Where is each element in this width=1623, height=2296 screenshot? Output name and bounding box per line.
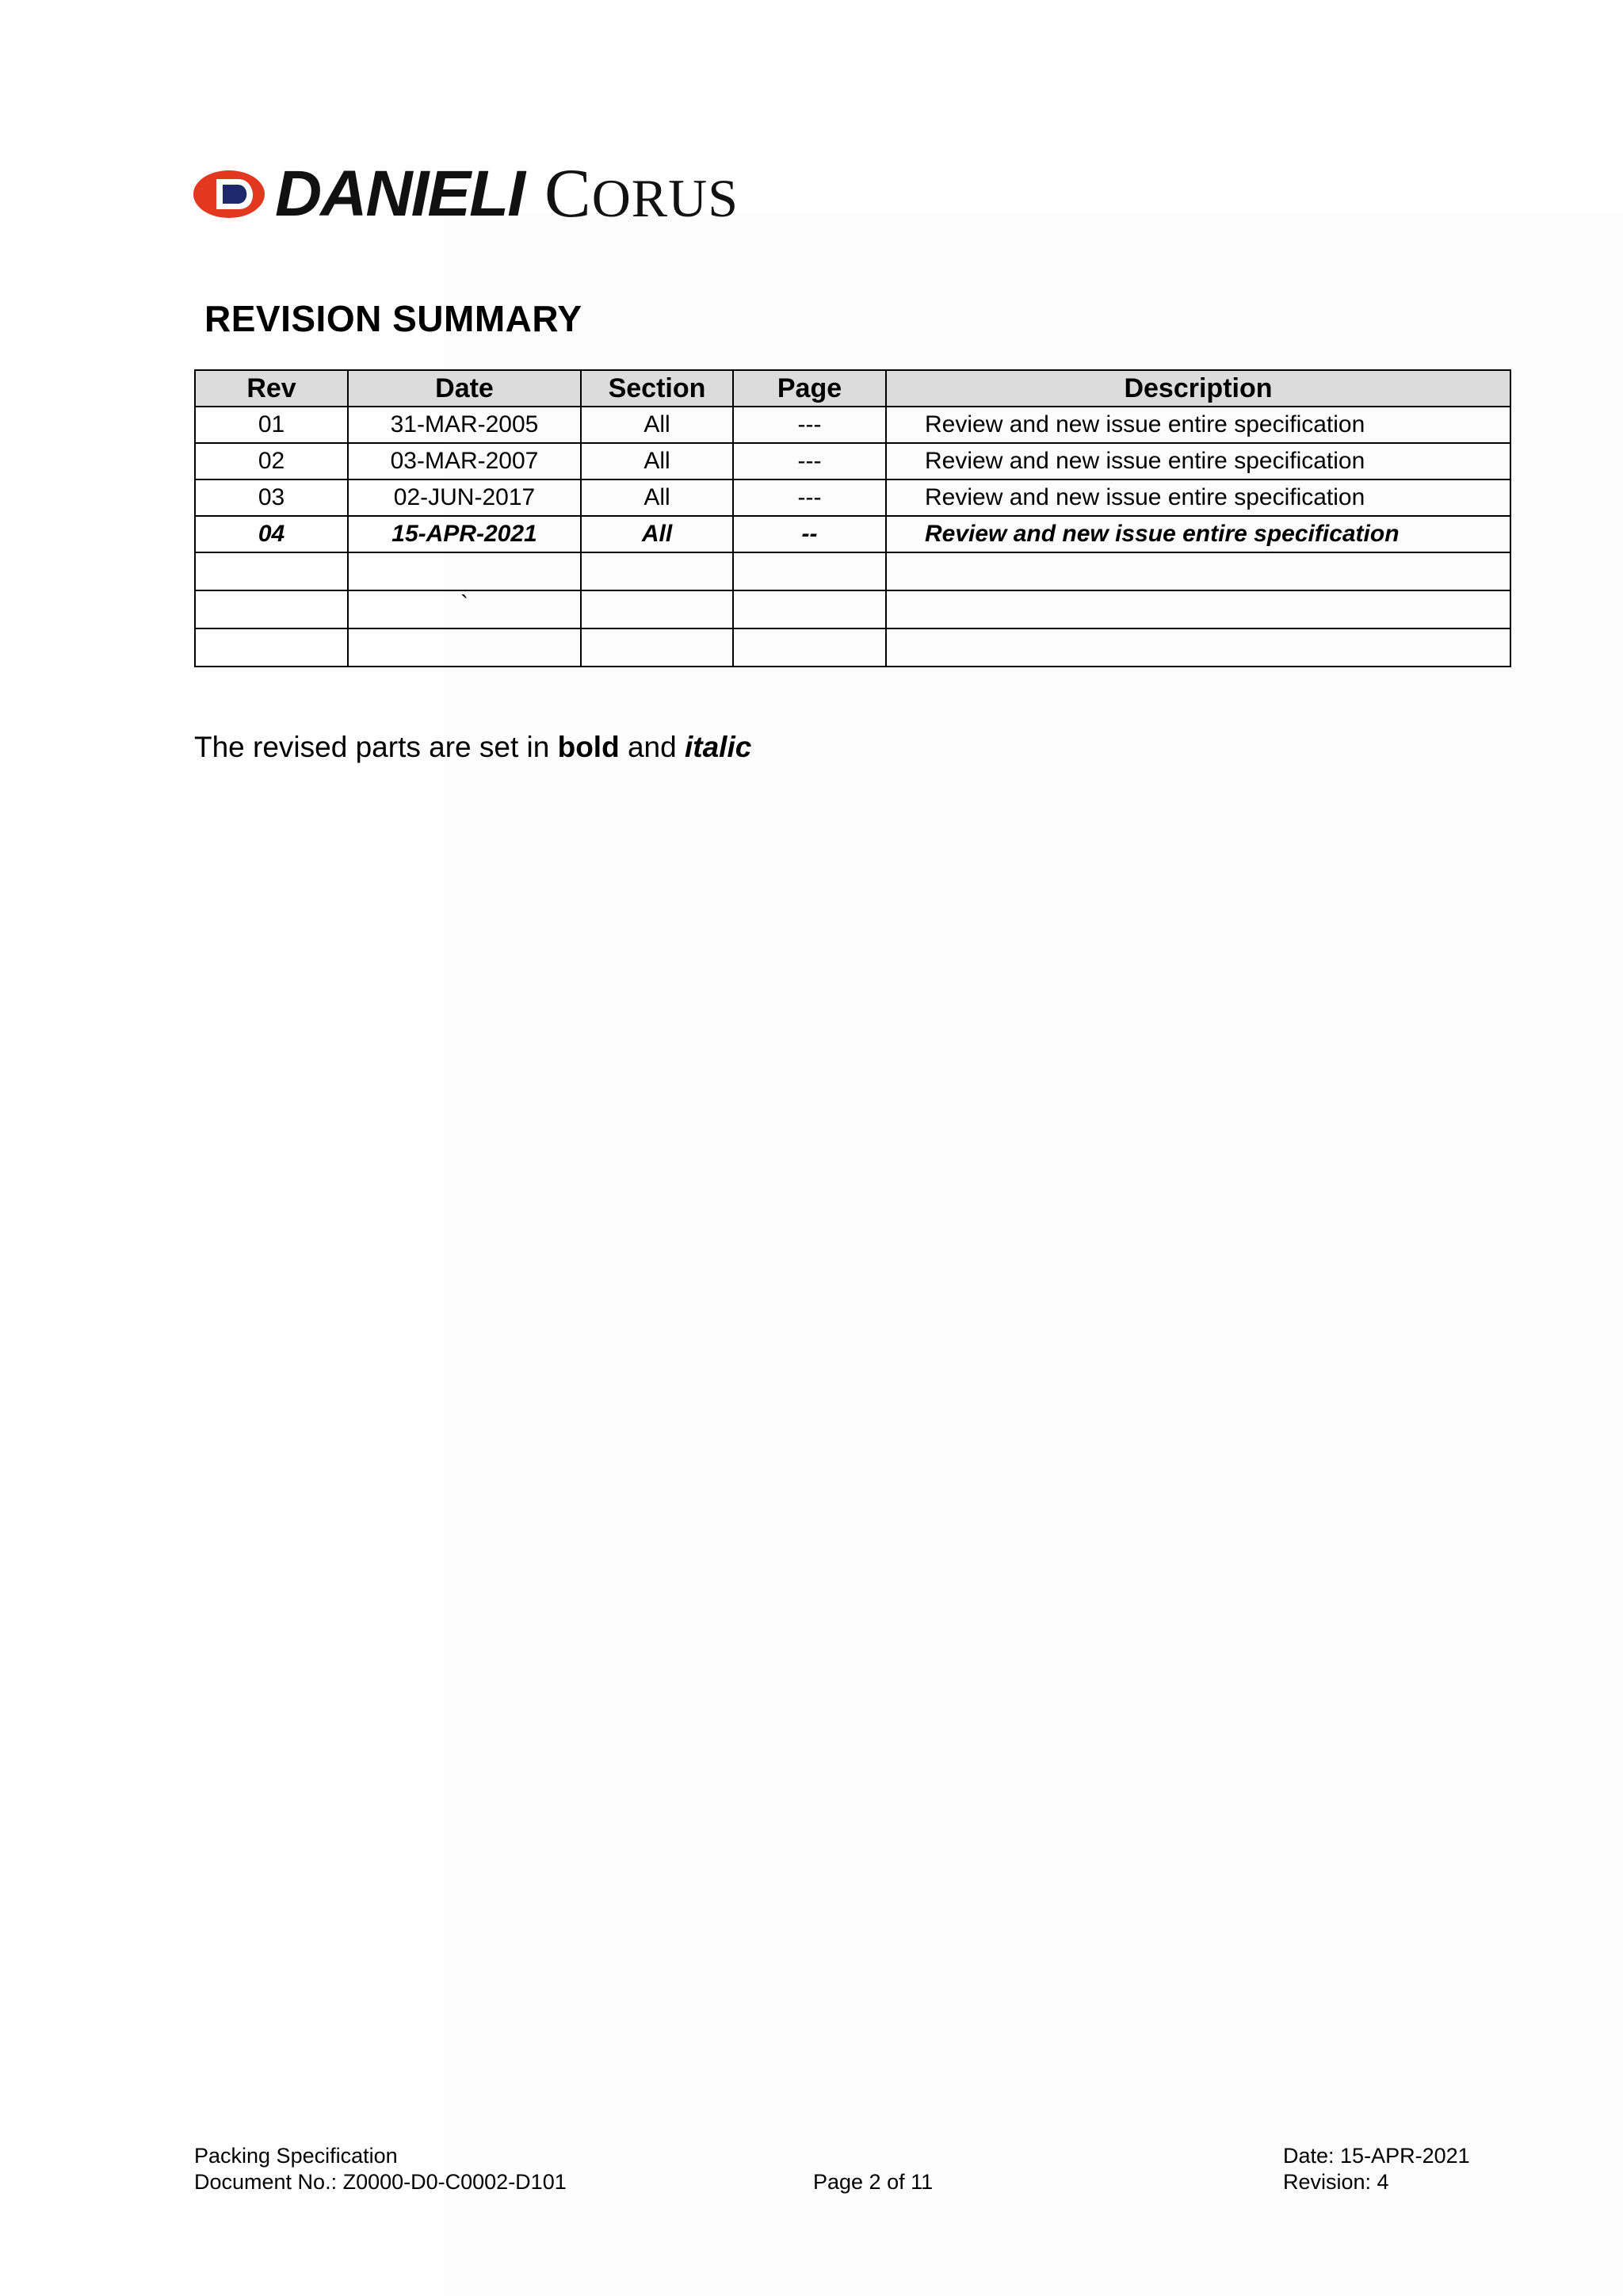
company-logo [193, 155, 739, 232]
column-header-description: Description [886, 370, 1510, 407]
cell-page [733, 552, 886, 590]
footer-doc-title: Packing Specification [194, 2144, 398, 2168]
footer-doc-number: Document No.: Z0000-D0-C0002-D101 [194, 2170, 567, 2194]
footer-revision: Revision: 4 [1283, 2170, 1389, 2194]
cell-page: --- [733, 443, 886, 479]
cell-date [348, 628, 581, 667]
table-row [195, 407, 1510, 443]
cell-rev [195, 552, 348, 590]
cell-description: Review and new issue entire specification [886, 516, 1510, 552]
footer-date: Date: 15-APR-2021 [1283, 2144, 1470, 2168]
cell-date: ` [348, 590, 581, 628]
cell-page: -- [733, 516, 886, 552]
cell-section [581, 628, 733, 667]
cell-rev [195, 590, 348, 628]
table-row-latest-revision [195, 516, 1510, 552]
cell-date: 31-MAR-2005 [348, 407, 581, 443]
note-bold-word: bold [557, 731, 620, 763]
note-middle: and [619, 731, 685, 763]
cell-rev [195, 628, 348, 667]
cell-date: 02-JUN-2017 [348, 479, 581, 516]
footer-page-number: Page 2 of 11 [813, 2170, 934, 2194]
cell-rev: 04 [195, 516, 348, 552]
table-row [195, 443, 1510, 479]
cell-section: All [581, 443, 733, 479]
table-row-empty [195, 628, 1510, 667]
logo-danieli-text: DANIELI [275, 158, 524, 230]
cell-page: --- [733, 407, 886, 443]
column-header-section: Section [581, 370, 733, 407]
table-row-empty [195, 552, 1510, 590]
cell-date: 03-MAR-2007 [348, 443, 581, 479]
table-row [195, 479, 1510, 516]
cell-description [886, 590, 1510, 628]
cell-description [886, 552, 1510, 590]
cell-rev: 03 [195, 479, 348, 516]
column-header-date: Date [348, 370, 581, 407]
cell-description [886, 628, 1510, 667]
footer-left [194, 2143, 567, 2195]
cell-section: All [581, 516, 733, 552]
cell-description: Review and new issue entire specification [886, 407, 1510, 443]
cell-description: Review and new issue entire specification [886, 443, 1510, 479]
cell-description: Review and new issue entire specification [886, 479, 1510, 516]
table-row-empty [195, 590, 1510, 628]
cell-rev: 01 [195, 407, 348, 443]
cell-section: All [581, 479, 733, 516]
logo-corus-text: CORUS [544, 155, 739, 232]
table-header-row [195, 370, 1510, 407]
column-header-page: Page [733, 370, 886, 407]
footer-right [1283, 2143, 1470, 2195]
cell-page [733, 628, 886, 667]
cell-page: --- [733, 479, 886, 516]
cell-rev: 02 [195, 443, 348, 479]
note-italic-word: italic [685, 731, 752, 763]
danieli-logo-icon [193, 170, 265, 219]
cell-section [581, 552, 733, 590]
cell-page [733, 590, 886, 628]
cell-date: 15-APR-2021 [348, 516, 581, 552]
cell-section [581, 590, 733, 628]
note-prefix: The revised parts are set in [194, 731, 558, 763]
column-header-rev: Rev [195, 370, 348, 407]
revision-note [194, 731, 751, 764]
cell-section: All [581, 407, 733, 443]
page-title: REVISION SUMMARY [204, 298, 582, 339]
cell-date [348, 552, 581, 590]
revision-table [194, 369, 1511, 667]
